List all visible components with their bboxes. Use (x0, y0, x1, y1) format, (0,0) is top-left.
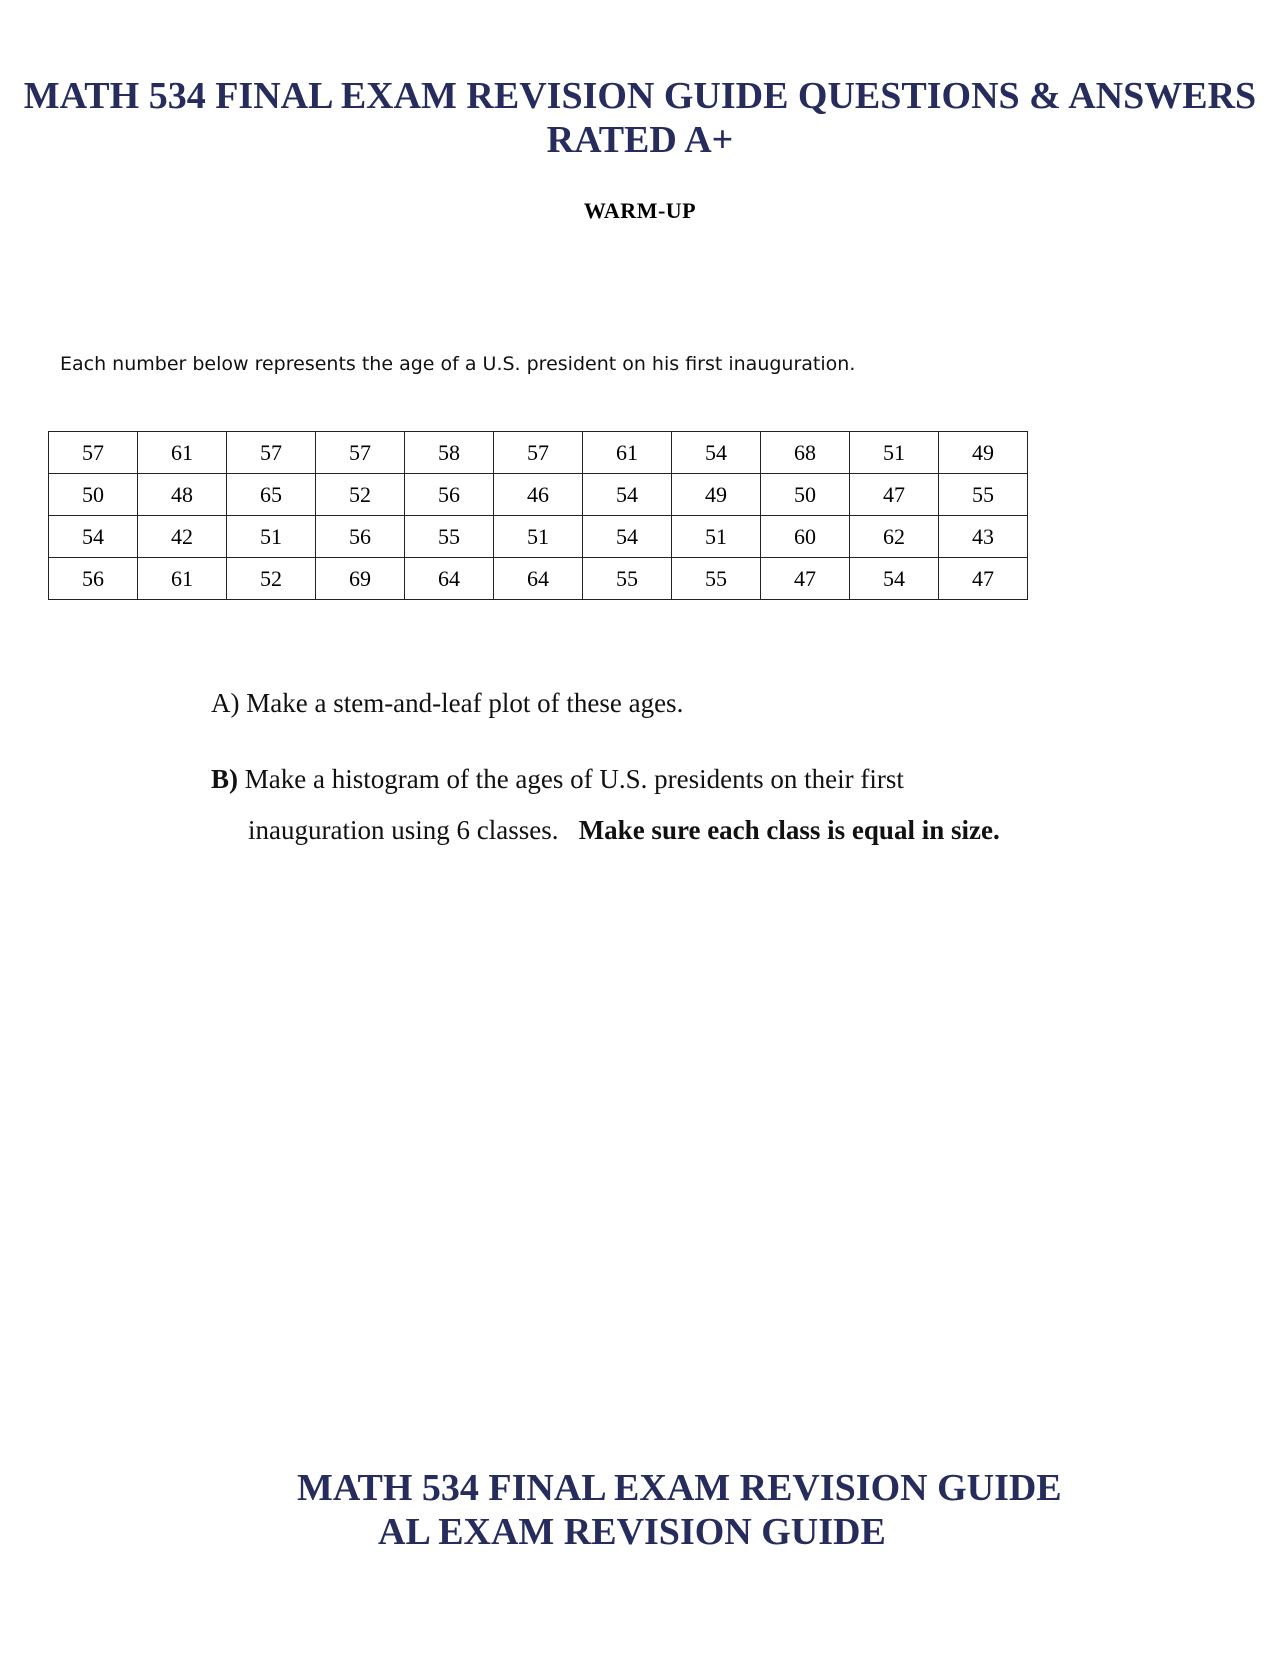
table-cell: 56 (405, 474, 494, 516)
table-cell: 57 (227, 432, 316, 474)
table-cell: 54 (850, 558, 939, 600)
question-b-line-2 (248, 815, 1000, 846)
table-cell: 57 (49, 432, 138, 474)
table-cell: 58 (405, 432, 494, 474)
table-cell: 64 (405, 558, 494, 600)
table-cell: 47 (939, 558, 1028, 600)
footer-line-2: AL EXAM REVISION GUIDE (378, 1511, 886, 1553)
document-title (0, 74, 1280, 162)
table-cell: 51 (672, 516, 761, 558)
table-cell: 48 (138, 474, 227, 516)
table-cell: 51 (227, 516, 316, 558)
title-line-2: RATED A+ (546, 119, 734, 161)
table-cell: 60 (761, 516, 850, 558)
ages-table (48, 431, 1028, 600)
table-cell: 57 (494, 432, 583, 474)
table-cell: 56 (49, 558, 138, 600)
table-cell: 43 (939, 516, 1028, 558)
question-a: A) Make a stem-and-leaf plot of these ages. (211, 688, 684, 718)
table-cell: 68 (761, 432, 850, 474)
table-cell: 61 (138, 432, 227, 474)
title-line-1: MATH 534 FINAL EXAM REVISION GUIDE QUESTIONS & ANSWERS (23, 75, 1257, 117)
table-cell: 54 (49, 516, 138, 558)
table-cell: 47 (850, 474, 939, 516)
table-cell: 57 (316, 432, 405, 474)
intro-text: Each number below represents the age of a U.S. president on his first inauguration. (60, 353, 856, 375)
table-cell: 52 (316, 474, 405, 516)
table-cell: 50 (49, 474, 138, 516)
table-row (49, 432, 1028, 474)
table-cell: 54 (583, 474, 672, 516)
table-cell: 55 (672, 558, 761, 600)
table-cell: 61 (138, 558, 227, 600)
table-cell: 55 (939, 474, 1028, 516)
question-b-label: B) (211, 764, 238, 794)
table-cell: 42 (138, 516, 227, 558)
question-b-text-1: Make a histogram of the ages of U.S. presidents on their first (238, 764, 904, 794)
table-cell: 61 (583, 432, 672, 474)
footer-line-1: MATH 534 FINAL EXAM REVISION GUIDE (297, 1467, 1062, 1509)
question-b-emphasis: Make sure each class is equal in size. (578, 815, 1000, 845)
table-cell: 47 (761, 558, 850, 600)
table-cell: 65 (227, 474, 316, 516)
table-cell: 49 (672, 474, 761, 516)
table-row (49, 516, 1028, 558)
section-heading: WARM-UP (583, 198, 697, 223)
question-b-line-1 (211, 764, 904, 795)
table-cell: 55 (583, 558, 672, 600)
table-cell: 62 (850, 516, 939, 558)
table-cell: 64 (494, 558, 583, 600)
table-cell: 69 (316, 558, 405, 600)
table-cell: 54 (672, 432, 761, 474)
table-row (49, 558, 1028, 600)
table-cell: 55 (405, 516, 494, 558)
table-cell: 50 (761, 474, 850, 516)
table-cell: 56 (316, 516, 405, 558)
table-cell: 51 (494, 516, 583, 558)
question-b-text-2: inauguration using 6 classes. (248, 815, 559, 845)
table-cell: 52 (227, 558, 316, 600)
table-row (49, 474, 1028, 516)
table-cell: 51 (850, 432, 939, 474)
table-cell: 49 (939, 432, 1028, 474)
table-cell: 54 (583, 516, 672, 558)
table-cell: 46 (494, 474, 583, 516)
